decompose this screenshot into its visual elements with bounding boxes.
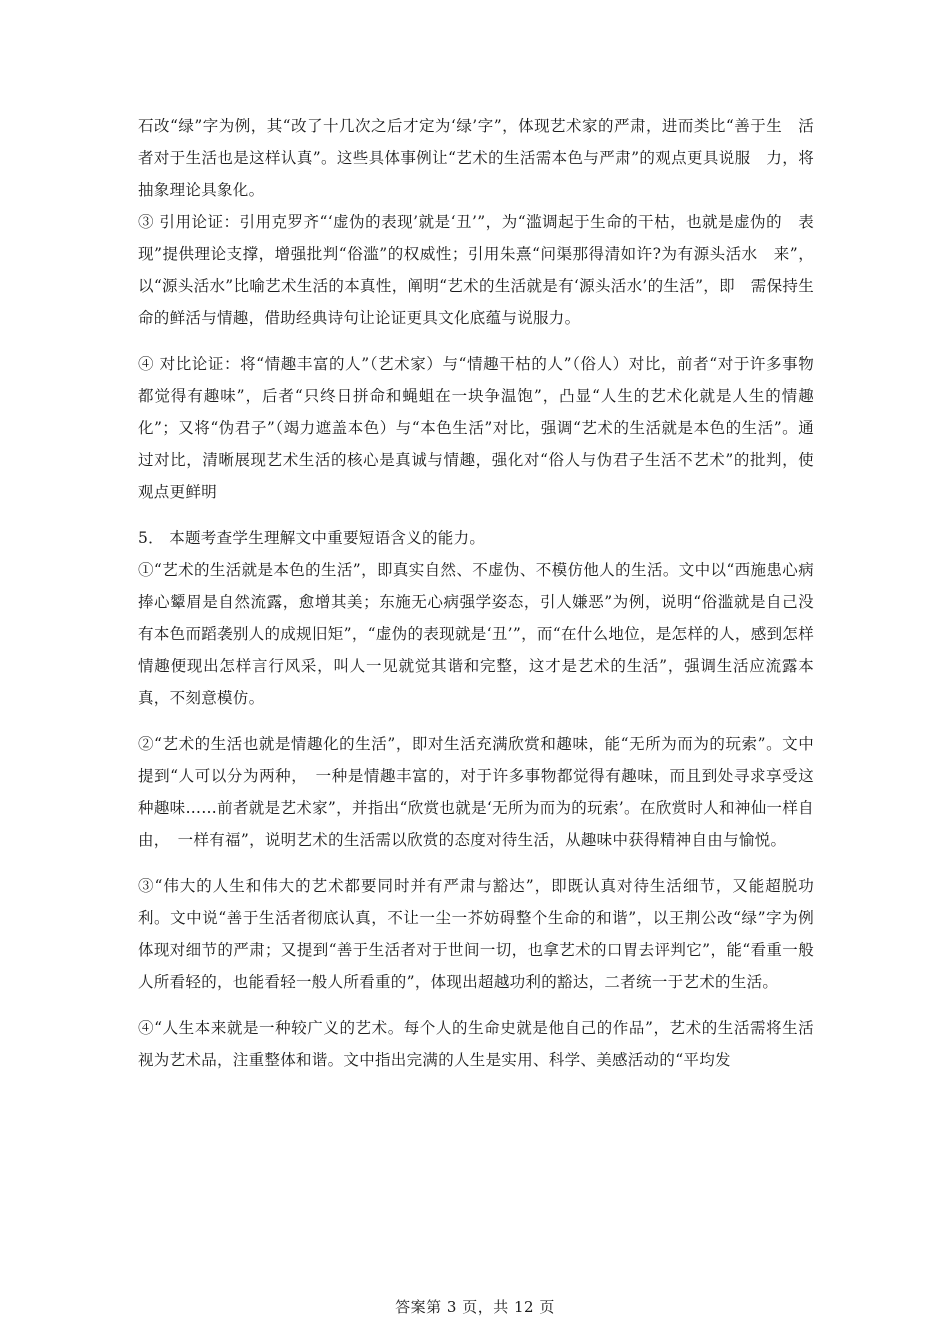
paragraph-quotation-argument: ③ 引用论证：引用克罗齐“‘虚伪的表现’就是‘丑’”，为“滥调起于生命的干枯，也就是虚伪的 表现”提供理论支撑，增强批判“俗滥”的权威性；引用朱熹“问渠那得清如许?为有源头活水 来”，以“源头活水”比喻艺术生活的本真性，阐明“艺术的生活就是有‘源头活水’的生活”，即 需保持生命的鲜活与情趣，借助经典诗句让论证更具文化底蕴与说服力。 (138, 213, 814, 327)
page-number-footer: 答案第 3 页，共 12 页 (395, 1298, 555, 1316)
paragraph-example-argument: 石改“绿”字为例，其“改了十几次之后才定为‘绿’字”，体现艺术家的严肃，进而类比“善于生 活者对于生活也是这样认真”。这些具体事例让“艺术的生活需本色与严肃”的观点更具说服 力，将抽象理论具象化。 (138, 117, 814, 199)
question-5-heading: 5． 本题考查学生理解文中重要短语含义的能力。 (138, 529, 486, 547)
paragraph-point-3: ③“伟大的人生和伟大的艺术都要同时并有严肃与豁达”，即既认真对待生活细节，又能超脱功利。文中说“善于生活者彻底认真，不让一尘一芥妨碍整个生命的和谐”，以王荆公改“绿”字为例体现对细节的严肃；又提到“善于生活者对于世间一切，也拿艺术的口胃去评判它”，能“看重一般人所看轻的，也能看轻一般人所看重的”，体现出超越功利的豁达，二者统一于艺术的生活。 (138, 877, 814, 991)
paragraph-point-2: ②“艺术的生活也就是情趣化的生活”，即对生活充满欣赏和趣味，能“无所为而为的玩索”。文中提到“人可以分为两种， 一种是情趣丰富的，对于许多事物都觉得有趣味，而且到处寻求享受这种趣味……前者就是艺术家”，并指出“欣赏也就是‘无所为而为的玩索’。在欣赏时人和神仙一样自由， 一样有福”，说明艺术的生活需以欣赏的态度对待生活，从趣味中获得精神自由与愉悦。 (138, 735, 814, 849)
paragraph-point-1: ①“艺术的生活就是本色的生活”，即真实自然、不虚伪、不模仿他人的生活。文中以“西施患心病捧心颦眉是自然流露，愈增其美；东施无心病强学姿态，引人嫌恶”为例，说明“俗滥就是自己没有本色而蹈袭别人的成规旧矩”，“虚伪的表现就是‘丑’”，而“在什么地位，是怎样的人，感到怎样情趣便现出怎样言行风采，叫人一见就觉其谐和完整，这才是艺术的生活”，强调生活应流露本真，不刻意模仿。 (138, 561, 814, 707)
paragraph-point-4: ④“人生本来就是一种较广义的艺术。每个人的生命史就是他自己的作品”，艺术的生活需将生活视为艺术品，注重整体和谐。文中指出完满的人生是实用、科学、美感活动的“平均发 (138, 1019, 814, 1069)
paragraph-contrast-argument: ④ 对比论证：将“情趣丰富的人”（艺术家）与“情趣干枯的人”（俗人）对比，前者“对于许多事物都觉得有趣味”，后者“只终日拼命和蝇蛆在一块争温饱”，凸显“人生的艺术化就是人生的情趣化”；又将“伪君子”（竭力遮盖本色）与“本色生活”对比，强调“艺术的生活就是本色的生活”。通过对比，清晰展现艺术生活的核心是真诚与情趣，强化对“俗人与伪君子生活不艺术”的批判，使观点更鲜明 (138, 355, 814, 501)
answer-content (138, 110, 814, 1076)
